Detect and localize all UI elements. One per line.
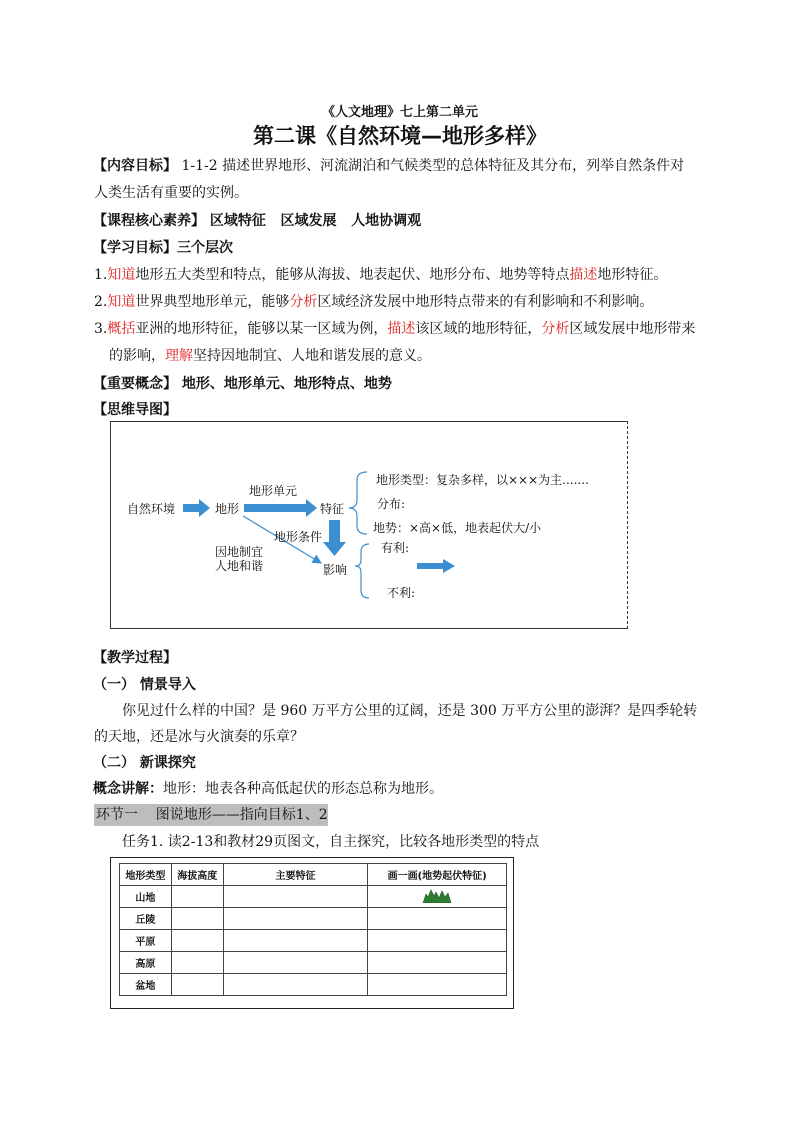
- goal-3-text-1: 亚洲的地形特征，能够以某一区域为例，: [135, 321, 388, 337]
- goal-1-text-2: 地形特征。: [597, 267, 668, 283]
- impact-good: 有利:: [381, 541, 410, 555]
- goal-3-text-3: 区域发展中地形带来: [569, 321, 696, 337]
- goal-3-keyword-4: 理解: [165, 348, 193, 364]
- mountain-icon: [422, 887, 452, 903]
- draw-cell[interactable]: [368, 974, 507, 996]
- features-cell[interactable]: [223, 908, 368, 930]
- goal-3-text-2: 该区域的地形特征，: [415, 321, 542, 337]
- goal-1-keyword-2: 描述: [569, 267, 598, 283]
- process-label: 【教学过程】: [93, 650, 177, 666]
- features-cell[interactable]: [223, 886, 368, 908]
- node-harmony: 人地和谐: [215, 559, 264, 573]
- table-header-row: [120, 864, 507, 886]
- row-label: 高原: [120, 952, 172, 974]
- goal-3-line2b: 坚持因地制宜、人地和谐发展的意义。: [193, 348, 431, 364]
- goal-2-text-1: 世界典型地形单元，能够: [135, 294, 290, 310]
- draw-cell[interactable]: [368, 886, 507, 908]
- table-row: [120, 930, 507, 952]
- section-bar: [94, 804, 328, 826]
- feature-trend: 地势：×高×低，地表起伏大/小: [373, 521, 542, 535]
- mindmap-diagram: [111, 422, 629, 630]
- arrow-nature-to-terrain: [183, 499, 210, 517]
- goal-3-keyword-3: 分析: [541, 321, 570, 337]
- header-altitude: 海拔高度: [171, 864, 223, 886]
- header-terrain-type: 地形类型: [120, 864, 172, 886]
- section-1-heading: （一） 情景导入: [93, 677, 196, 693]
- goal-2-keyword-1: 知道: [107, 294, 136, 310]
- features-cell[interactable]: [223, 974, 368, 996]
- brace-impact: [355, 544, 369, 598]
- table-row: [120, 908, 507, 930]
- terrain-table-frame: [110, 857, 514, 1009]
- task-1: 任务1. 读2-13和教材29页图文，自主探究，比较各地形类型的特点: [122, 834, 540, 850]
- features-cell[interactable]: [223, 952, 368, 974]
- header-draw: 画一画(地势起伏特征): [368, 864, 507, 886]
- row-label: 平原: [120, 930, 172, 952]
- draw-cell[interactable]: [368, 908, 507, 930]
- feature-type: 地形类型：复杂多样，以×××为主.......: [376, 473, 589, 487]
- concept-explanation: [93, 779, 443, 799]
- node-impact: 影响: [323, 563, 348, 577]
- intro-line2: 的天地，还是冰与火演奏的乐章？: [94, 729, 304, 745]
- altitude-cell[interactable]: [171, 930, 223, 952]
- learning-goal-3-cont: [109, 346, 431, 366]
- learning-goal-1: [94, 265, 667, 285]
- terrain-table: [119, 863, 507, 996]
- node-nature: 自然环境: [127, 502, 176, 516]
- goal-1-keyword-1: 知道: [107, 267, 136, 283]
- page-title: 第二课《自然环境—地形多样》: [253, 124, 547, 148]
- arrow-terrain-to-feature: [244, 499, 317, 517]
- arrow-impact-result: [417, 559, 455, 573]
- goal-2-number: 2.: [94, 294, 108, 310]
- impact-bad: 不利:: [387, 586, 416, 600]
- table-row: [120, 952, 507, 974]
- section-bar-text: 环节一 图说地形——指向目标1、2: [96, 807, 328, 823]
- concept-label: 概念讲解：: [93, 781, 163, 797]
- learning-goal-2: [94, 292, 653, 312]
- node-adapt-local: 因地制宜: [215, 545, 264, 559]
- key-concepts-items: 地形、地形单元、地形特点、地势: [177, 376, 392, 392]
- feature-distribution: 分布:: [377, 497, 406, 511]
- unit-subtitle: 《人文地理》七上第二单元: [321, 105, 478, 120]
- intro-line1: 你见过什么样的中国？是 960 万平方公里的辽阔，还是 300 万平方公里的澎湃？是四季轮转: [122, 703, 698, 719]
- brace-feature: [349, 472, 367, 534]
- content-goal-line1: [93, 156, 684, 176]
- row-label: 丘陵: [120, 908, 172, 930]
- core-literacy-items: 区域特征 区域发展 人地协调观: [205, 213, 422, 229]
- key-concepts-label: 【重要概念】: [93, 376, 177, 392]
- core-literacy-label: 【课程核心素养】: [93, 213, 205, 229]
- arrow-feature-to-impact: [323, 520, 346, 556]
- content-goal-label: 【内容目标】: [93, 158, 177, 174]
- draw-cell[interactable]: [368, 930, 507, 952]
- row-label: 山地: [120, 886, 172, 908]
- goal-1-text-1: 地形五大类型和特点，能够从海拔、地表起伏、地形分布、地势等特点: [135, 267, 570, 283]
- features-cell[interactable]: [223, 930, 368, 952]
- mindmap-frame: [110, 421, 628, 629]
- goal-2-text-2: 区域经济发展中地形特点带来的有利影响和不利影响。: [317, 294, 654, 310]
- header-main-features: 主要特征: [223, 864, 368, 886]
- goal-2-keyword-2: 分析: [289, 294, 318, 310]
- altitude-cell[interactable]: [171, 908, 223, 930]
- learning-goals-label: 【学习目标】三个层次: [93, 240, 233, 256]
- node-terrain-unit: 地形单元: [249, 484, 298, 498]
- altitude-cell[interactable]: [171, 886, 223, 908]
- goal-3-line2a: 的影响，: [109, 348, 165, 364]
- table-row: [120, 886, 507, 908]
- key-concepts: [93, 374, 392, 394]
- learning-goal-3: [94, 319, 695, 339]
- altitude-cell[interactable]: [171, 952, 223, 974]
- node-terrain-conditions: 地形条件: [274, 530, 323, 544]
- table-row: [120, 974, 507, 996]
- altitude-cell[interactable]: [171, 974, 223, 996]
- section-2-heading: （二） 新课探究: [93, 755, 196, 771]
- node-terrain: 地形: [215, 502, 240, 516]
- goal-3-keyword-2: 描述: [387, 321, 416, 337]
- row-label: 盆地: [120, 974, 172, 996]
- goal-1-number: 1.: [94, 267, 108, 283]
- goal-3-number: 3.: [94, 321, 108, 337]
- core-literacy: [93, 211, 421, 231]
- content-goal-line2: 人类生活有重要的实例。: [94, 185, 248, 201]
- mindmap-label: 【思维导图】: [93, 402, 177, 418]
- draw-cell[interactable]: [368, 952, 507, 974]
- concept-text: 地形：地表各种高低起伏的形态总称为地形。: [163, 781, 443, 797]
- content-goal-text1: 1-1-2 描述世界地形、河流湖泊和气候类型的总体特征及其分布，列举自然条件对: [177, 158, 685, 174]
- goal-3-keyword-1: 概括: [107, 321, 136, 337]
- node-feature: 特征: [320, 502, 345, 516]
